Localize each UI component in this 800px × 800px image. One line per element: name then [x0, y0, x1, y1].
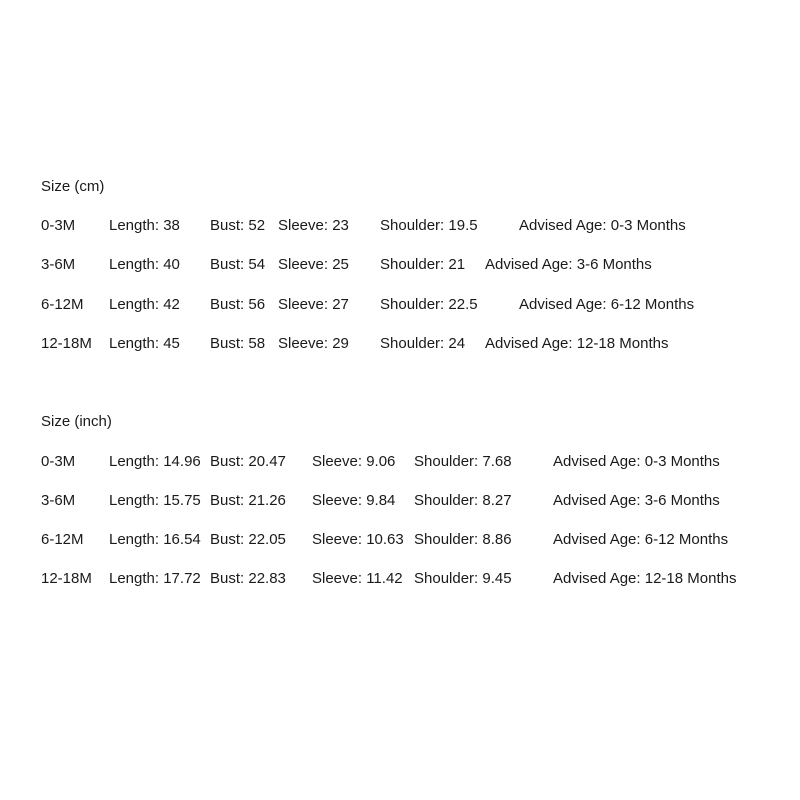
- inch-row-2-age: Advised Age: 3-6 Months: [553, 492, 720, 509]
- inch-row-1-size: 0-3M: [41, 453, 76, 470]
- inch-row-4-age: Advised Age: 12-18 Months: [553, 570, 737, 587]
- cm-row-3-bust: Bust: 56: [210, 296, 266, 313]
- cm-row-2-shoulder: Shoulder: 21: [380, 256, 466, 273]
- inch-row-2-sleeve: Sleeve: 9.84: [312, 492, 396, 509]
- cm-row-3-shoulder: Shoulder: 22.5: [380, 296, 478, 313]
- cm-row-4-age: Advised Age: 12-18 Months: [485, 335, 669, 352]
- cm-row-2-sleeve: Sleeve: 25: [278, 256, 349, 273]
- cm-row-1-shoulder: Shoulder: 19.5: [380, 217, 478, 234]
- inch-row-4-size: 12-18M: [41, 570, 92, 587]
- inch-row-3-age: Advised Age: 6-12 Months: [553, 531, 729, 548]
- cm-row-4-size: 12-18M: [41, 335, 92, 352]
- cm-row-1-size: 0-3M: [41, 217, 76, 234]
- cm-row-4-length: Length: 45: [109, 335, 180, 352]
- cm-row-3-size: 6-12M: [41, 296, 84, 313]
- inch-row-1-bust: Bust: 20.47: [210, 453, 286, 470]
- inch-row-1-shoulder: Shoulder: 7.68: [414, 453, 512, 470]
- inch-section-heading: Size (inch): [41, 413, 112, 430]
- cm-row-1-age: Advised Age: 0-3 Months: [519, 217, 686, 234]
- cm-row-2-length: Length: 40: [109, 256, 180, 273]
- inch-row-4-sleeve: Sleeve: 11.42: [312, 570, 403, 587]
- cm-row-2-size: 3-6M: [41, 256, 76, 273]
- cm-section-heading: Size (cm): [41, 178, 105, 195]
- inch-row-3-shoulder: Shoulder: 8.86: [414, 531, 512, 548]
- cm-row-3-sleeve: Sleeve: 27: [278, 296, 349, 313]
- cm-row-4-bust: Bust: 58: [210, 335, 266, 352]
- cm-row-3-age: Advised Age: 6-12 Months: [519, 296, 695, 313]
- inch-row-2-size: 3-6M: [41, 492, 76, 509]
- cm-row-4-sleeve: Sleeve: 29: [278, 335, 349, 352]
- inch-row-1-age: Advised Age: 0-3 Months: [553, 453, 720, 470]
- cm-row-2-age: Advised Age: 3-6 Months: [485, 256, 652, 273]
- inch-row-1-length: Length: 14.96: [109, 453, 201, 470]
- cm-row-1-sleeve: Sleeve: 23: [278, 217, 349, 234]
- inch-row-3-length: Length: 16.54: [109, 531, 201, 548]
- cm-row-1-bust: Bust: 52: [210, 217, 266, 234]
- inch-row-2-shoulder: Shoulder: 8.27: [414, 492, 512, 509]
- inch-row-2-length: Length: 15.75: [109, 492, 201, 509]
- cm-row-1-length: Length: 38: [109, 217, 180, 234]
- inch-row-4-length: Length: 17.72: [109, 570, 201, 587]
- inch-row-3-sleeve: Sleeve: 10.63: [312, 531, 404, 548]
- inch-row-2-bust: Bust: 21.26: [210, 492, 286, 509]
- inch-row-4-shoulder: Shoulder: 9.45: [414, 570, 512, 587]
- cm-row-3-length: Length: 42: [109, 296, 180, 313]
- cm-row-2-bust: Bust: 54: [210, 256, 266, 273]
- inch-row-3-size: 6-12M: [41, 531, 84, 548]
- inch-row-4-bust: Bust: 22.83: [210, 570, 286, 587]
- cm-row-4-shoulder: Shoulder: 24: [380, 335, 466, 352]
- inch-row-3-bust: Bust: 22.05: [210, 531, 286, 548]
- inch-row-1-sleeve: Sleeve: 9.06: [312, 453, 396, 470]
